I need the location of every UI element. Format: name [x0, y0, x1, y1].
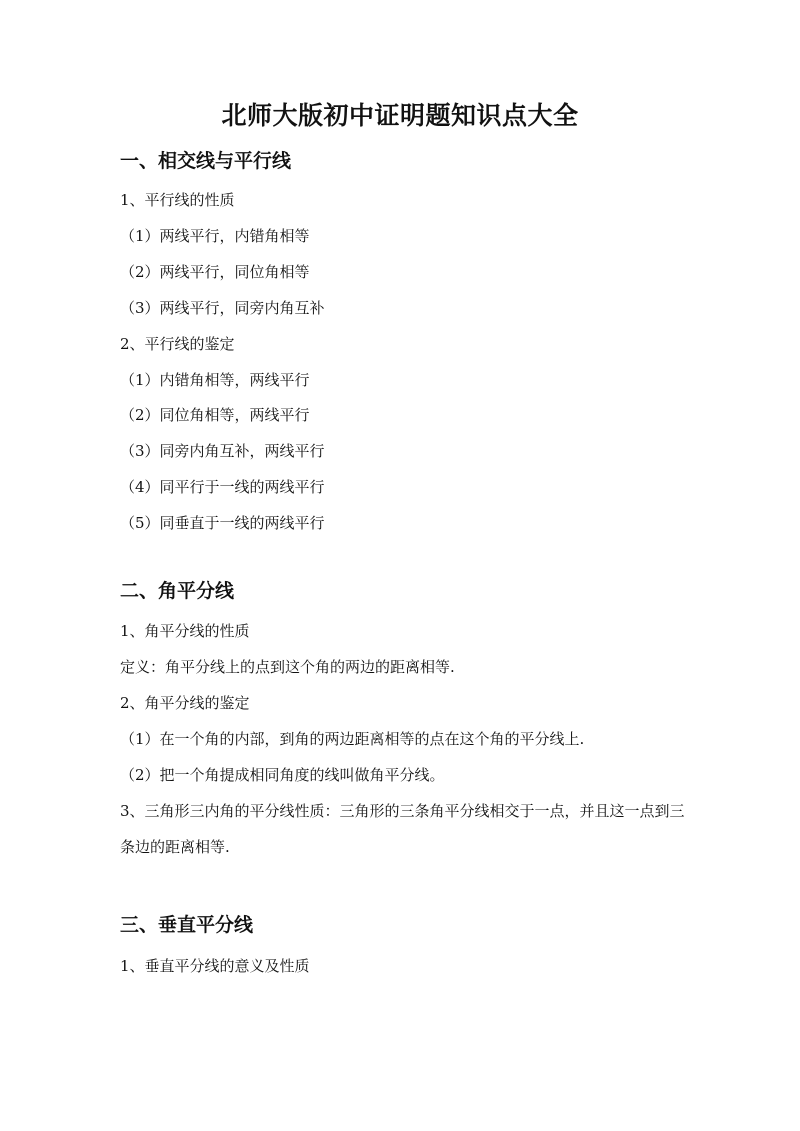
text-line: （2）两线平行，同位角相等: [120, 263, 310, 281]
text-line: 1、角平分线的性质: [120, 622, 250, 640]
text-line: 1、平行线的性质: [120, 191, 235, 209]
text-line: 2、角平分线的鉴定: [120, 694, 250, 712]
text-line: （2）同位角相等，两线平行: [120, 406, 310, 424]
section-heading: 二、角平分线: [120, 580, 235, 602]
text-paragraph: 3、三角形三内角的平分线性质：三角形的三条角平分线相交于一点，并且这一点到三条边的距离相等.: [120, 802, 685, 856]
text-line: （3）同旁内角互补，两线平行: [120, 442, 325, 460]
text-line: （1）在一个角的内部，到角的两边距离相等的点在这个角的平分线上.: [120, 730, 585, 748]
text-line: （5）同垂直于一线的两线平行: [120, 514, 325, 532]
text-line: 2、平行线的鉴定: [120, 335, 235, 353]
section-heading: 一、相交线与平行线: [120, 150, 292, 172]
text-line: （4）同平行于一线的两线平行: [120, 478, 325, 496]
text-line: （1）两线平行，内错角相等: [120, 227, 310, 245]
text-line: （3）两线平行，同旁内角互补: [120, 299, 325, 317]
text-line: 定义：角平分线上的点到这个角的两边的距离相等.: [120, 658, 455, 676]
section-heading: 三、垂直平分线: [120, 914, 254, 936]
text-line: （1）内错角相等，两线平行: [120, 371, 310, 389]
text-line: （2）把一个角提成相同角度的线叫做角平分线。: [120, 766, 445, 784]
text-line: 1、垂直平分线的意义及性质: [120, 957, 310, 975]
document-title: 北师大版初中证明题知识点大全: [221, 101, 579, 130]
